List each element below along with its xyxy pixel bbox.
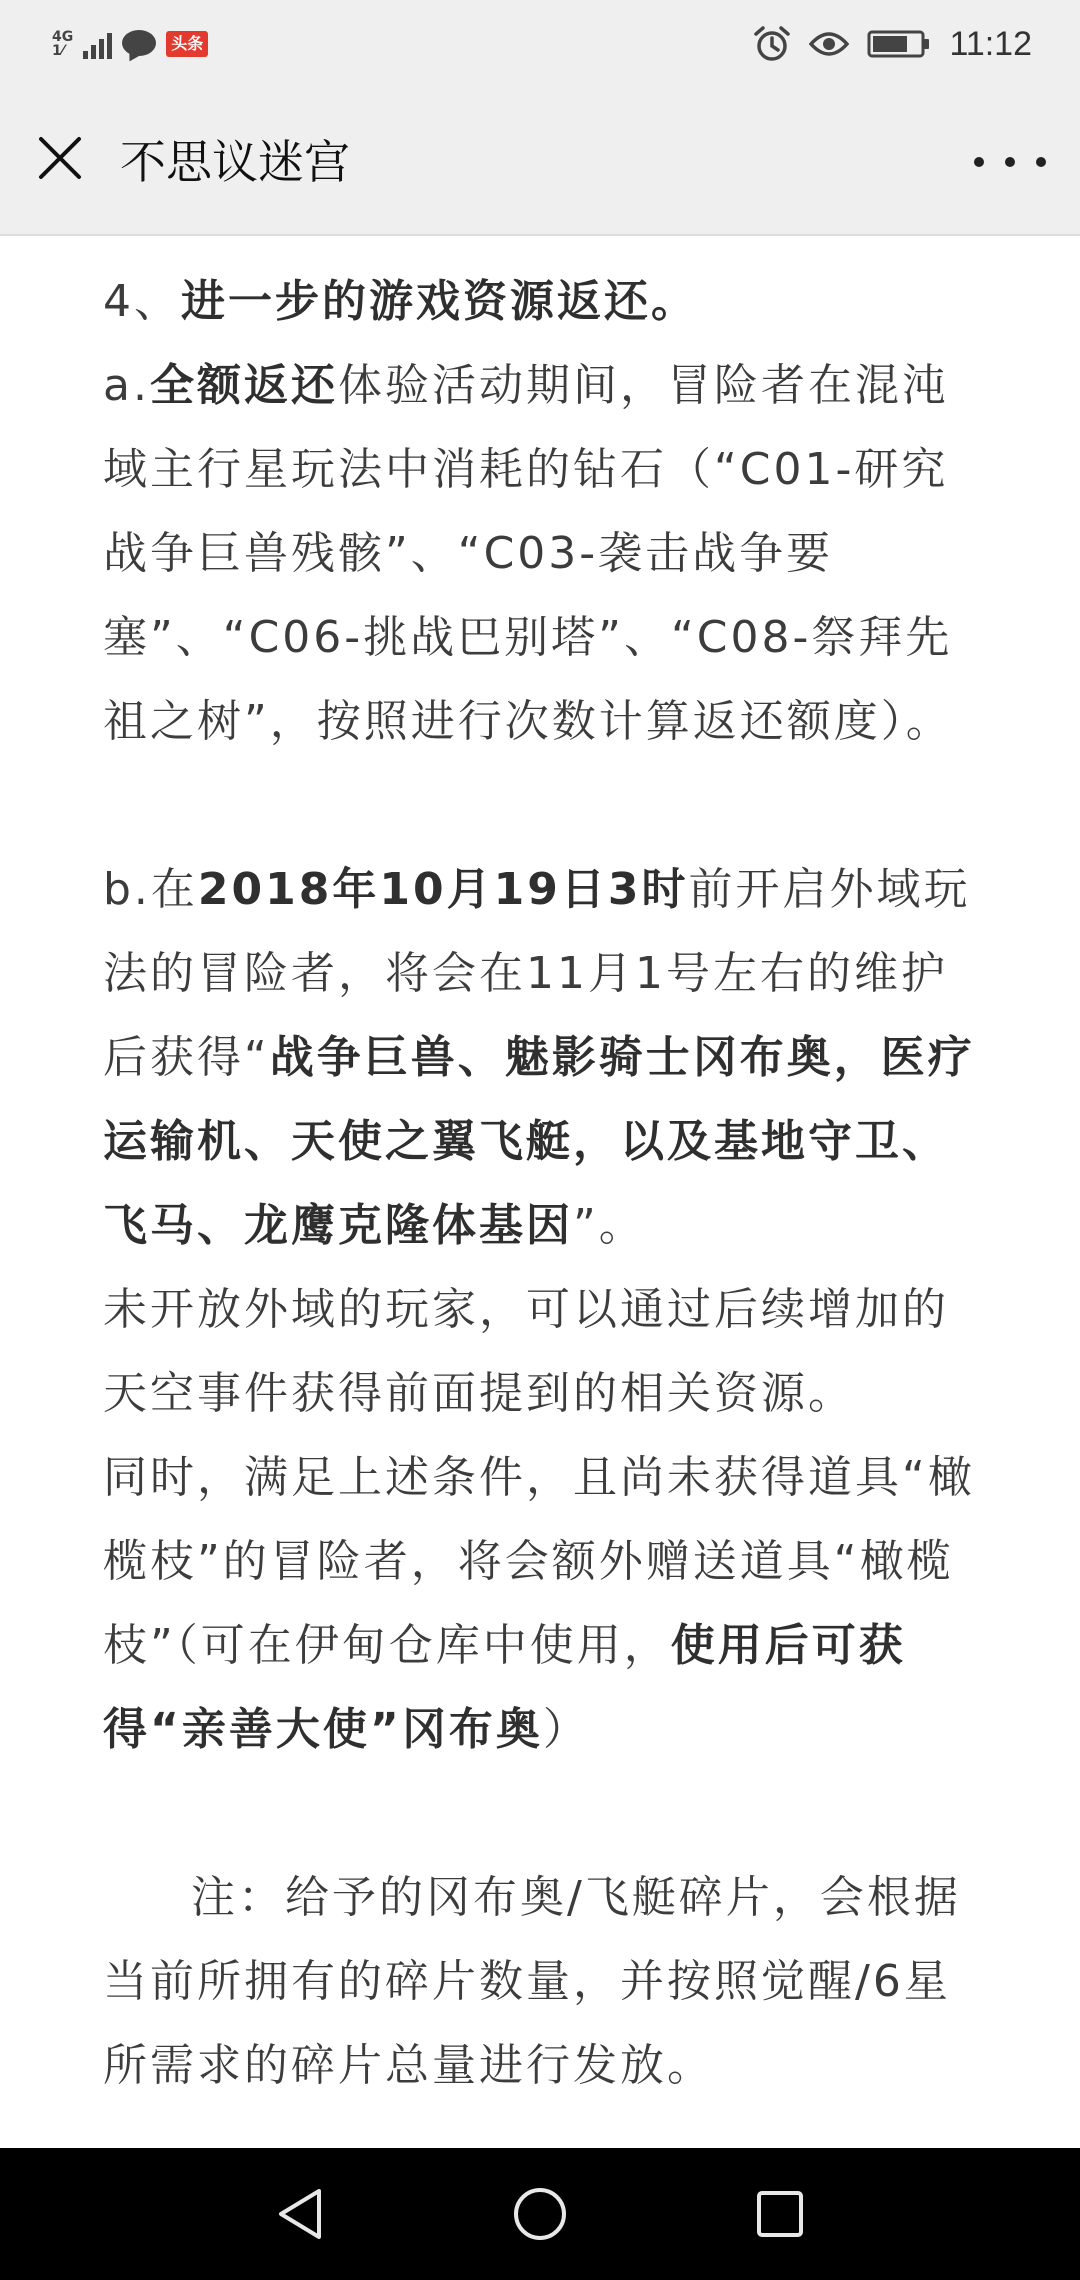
paragraph-note: 注：给予的冈布奥/飞艇碎片，会根据当前所拥有的碎片数量，并按照觉醒/6星所需求的碎片总量进行发放。 [103, 1872, 961, 2091]
more-button[interactable] [974, 138, 1046, 186]
text: b.在 [103, 864, 198, 915]
text: 体验活动期间，冒险者在混沌域主行星玩法中消耗的钻石（“C01-研究战争巨兽残骸”、“C03-袭击战争要塞”、“C06-挑战巴别塔”、“C08-祭拜先祖之树”，按照进行次数计算返还额度）。 [103, 360, 953, 747]
bold-text: 使用后可获得“亲善大使”冈布奥 [103, 1620, 906, 1755]
status-time: 11:12 [949, 24, 1032, 63]
alarm-icon [753, 25, 791, 63]
status-right [753, 20, 1032, 68]
text: ”。 [573, 1200, 646, 1251]
signal-icon [83, 29, 112, 59]
article-scroll-area[interactable] [0, 236, 1080, 2148]
status-bar [0, 0, 1080, 90]
bold-text: 2018年10月19日3时 [197, 864, 689, 915]
close-button[interactable] [30, 128, 90, 188]
system-nav-bar [0, 2148, 1080, 2280]
header-bar [0, 90, 1080, 236]
more-icon-dot [1005, 157, 1015, 167]
paragraph-a [103, 344, 983, 764]
text: 4、 [103, 276, 181, 327]
bold-text: 进一步的游戏资源返还。 [181, 276, 698, 327]
text: a. [103, 360, 150, 411]
eye-icon [809, 29, 849, 59]
close-icon [37, 135, 83, 181]
paragraph-section-4 [103, 260, 983, 344]
text: 前开启外域玩法的冒险者，将会在11月1号左右的维护后获得“ [103, 864, 971, 1083]
network-indicator [52, 30, 73, 58]
text: 同时，满足上述条件，且尚未获得道具“橄榄枝”的冒险者，将会额外赠送道具“橄榄枝”（可在伊甸仓库中使用， [103, 1452, 975, 1671]
recents-icon [755, 2189, 805, 2239]
text: ） [542, 1704, 590, 1755]
battery-icon [867, 29, 931, 59]
bold-text: 全额返还 [149, 360, 338, 411]
news-app-badge: 头条 [166, 31, 208, 57]
page-title: 不思议迷宫 [120, 135, 350, 189]
bold-text: 战争巨兽、魅影骑士冈布奥，医疗运输机、天使之翼飞艇，以及基地守卫、飞马、龙鹰克隆体基因 [103, 1032, 975, 1251]
network-type: 4G [52, 29, 74, 45]
paragraph-b [103, 848, 983, 1268]
home-icon [512, 2186, 568, 2242]
back-icon [275, 2187, 325, 2241]
chat-icon [122, 30, 156, 58]
recents-button[interactable] [750, 2184, 810, 2244]
status-left [52, 22, 208, 66]
back-button[interactable] [270, 2184, 330, 2244]
paragraph-unopened: 未开放外域的玩家，可以通过后续增加的天空事件获得前面提到的相关资源。 [103, 1284, 949, 1419]
more-icon-dot [1036, 157, 1046, 167]
network-sub: 1⁄ [52, 43, 65, 59]
more-icon-dot [974, 157, 984, 167]
paragraph-olive-branch [103, 1436, 983, 1772]
article-body [103, 260, 983, 2108]
home-button[interactable] [510, 2184, 570, 2244]
